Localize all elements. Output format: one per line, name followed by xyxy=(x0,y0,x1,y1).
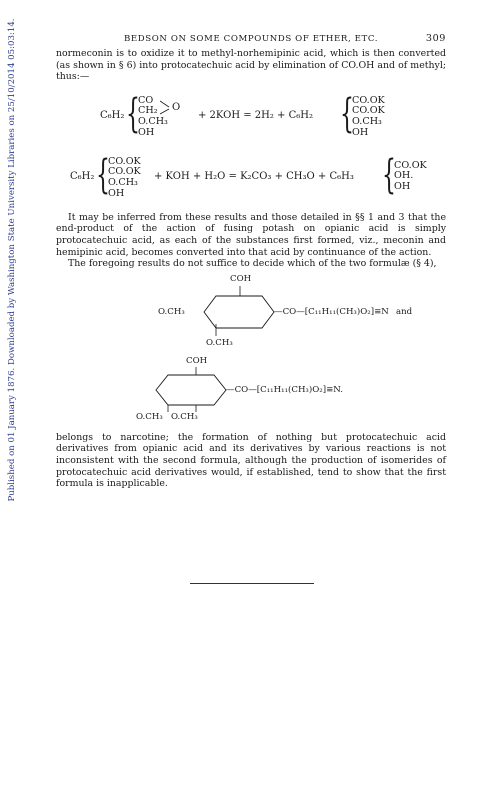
eq1-rhs-line: CO.OK xyxy=(352,94,385,106)
eq1-middle: + 2KOH = 2H₂ + C₆H₂ xyxy=(198,109,313,121)
formula1-right-label: —CO—[C₁₁H₁₁(CH₃)O₂]≡N xyxy=(274,306,389,317)
eq2-lhs-prefix: C₆H₂ xyxy=(70,170,95,182)
paragraph: The foregoing results do not suffice to decide which of the two formulæ (§ 4), xyxy=(68,258,437,270)
section-end-rule xyxy=(190,583,314,584)
formula2-bottom-label: O.CH₃ O.CH₃ xyxy=(136,411,198,422)
formula1-left-label: O.CH₃ xyxy=(158,306,185,317)
eq1-lhs-line: CH₂ xyxy=(138,105,158,117)
eq2-rhs-line: OH. xyxy=(394,170,414,182)
structural-formula-1 xyxy=(56,272,446,364)
paragraph: It may be inferred from these results and those detailed in §§ 1 and 3 that the end-product of the action of fusing potash on opianic acid is simply protocatechuic acid, as each of the substances first formed, viz., meconin and hemipinic acid, becomes converted into that acid by continuance of the action. xyxy=(56,211,446,258)
eq2-rhs-line: CO.OK xyxy=(394,159,427,171)
eq2-lhs-group xyxy=(108,157,141,199)
brace: { xyxy=(96,151,110,198)
structural-formula-2 xyxy=(56,355,446,424)
eq1-lhs-prefix: C₆H₂ xyxy=(100,109,125,121)
eq2-lhs-line: OH xyxy=(108,187,125,199)
brace: { xyxy=(382,151,396,198)
brace: { xyxy=(126,90,140,137)
eq1-lhs-line: O.CH₃ xyxy=(138,115,168,127)
eq1-lhs-line: OH xyxy=(138,126,155,138)
eq1-lhs-line: CO xyxy=(138,94,154,106)
eq2-middle: + KOH + H₂O = K₂CO₃ + CH₃O + C₆H₃ xyxy=(154,170,354,182)
formula2-top-label: COH xyxy=(186,355,208,366)
running-header xyxy=(56,34,446,48)
page-body xyxy=(56,34,446,490)
page-number: 309 xyxy=(425,33,446,44)
brace: { xyxy=(340,90,354,137)
eq2-lhs-line: CO.OK xyxy=(108,166,141,178)
equation-2 xyxy=(56,151,446,209)
eq1-rhs-line: O.CH₃ xyxy=(352,115,382,127)
eq2-rhs-group xyxy=(394,161,427,193)
eq2-lhs-line: CO.OK xyxy=(108,155,141,167)
running-title: BEDSON ON SOME COMPOUNDS OF ETHER, ETC. xyxy=(123,34,379,44)
paragraph: belongs to narcotine; the formation of nothing but protocatechuic acid derivatives from opianic acid and its derivatives by various reactions is not inconsistent with the second formula, although the production of isomerides of protocatechuic acid derivatives would, if established, tend to show that the first formula is inapplicable. xyxy=(56,431,446,490)
formula1-top-label: COH xyxy=(230,273,252,284)
formula1-and: and xyxy=(396,306,413,317)
eq1-rhs-group xyxy=(352,96,385,138)
paragraph: normeconin is to oxidize it to methyl-norhemipinic acid, which is then converted (as shown in § 6) into protocatechuic acid by elimination of CO.OH and of methyl; thus:— xyxy=(56,48,446,83)
eq1-rhs-line: OH xyxy=(352,126,369,138)
eq1-rhs-line: CO.OK xyxy=(352,105,385,117)
eq2-rhs-line: OH xyxy=(394,180,411,192)
formula1-bottom-label: O.CH₃ xyxy=(206,337,233,348)
eq2-lhs-line: O.CH₃ xyxy=(108,176,138,188)
eq1-bridge-oxygen: O xyxy=(172,101,181,113)
formula2-right-label: —CO—[C₁₁H₁₁(CH₃)O₂]≡N. xyxy=(226,384,343,395)
equation-1 xyxy=(56,88,446,146)
download-notice: Published on 01 January 1876. Downloaded by Washington State University Libraries on 25/10/2014 05:03:14. xyxy=(7,18,17,502)
